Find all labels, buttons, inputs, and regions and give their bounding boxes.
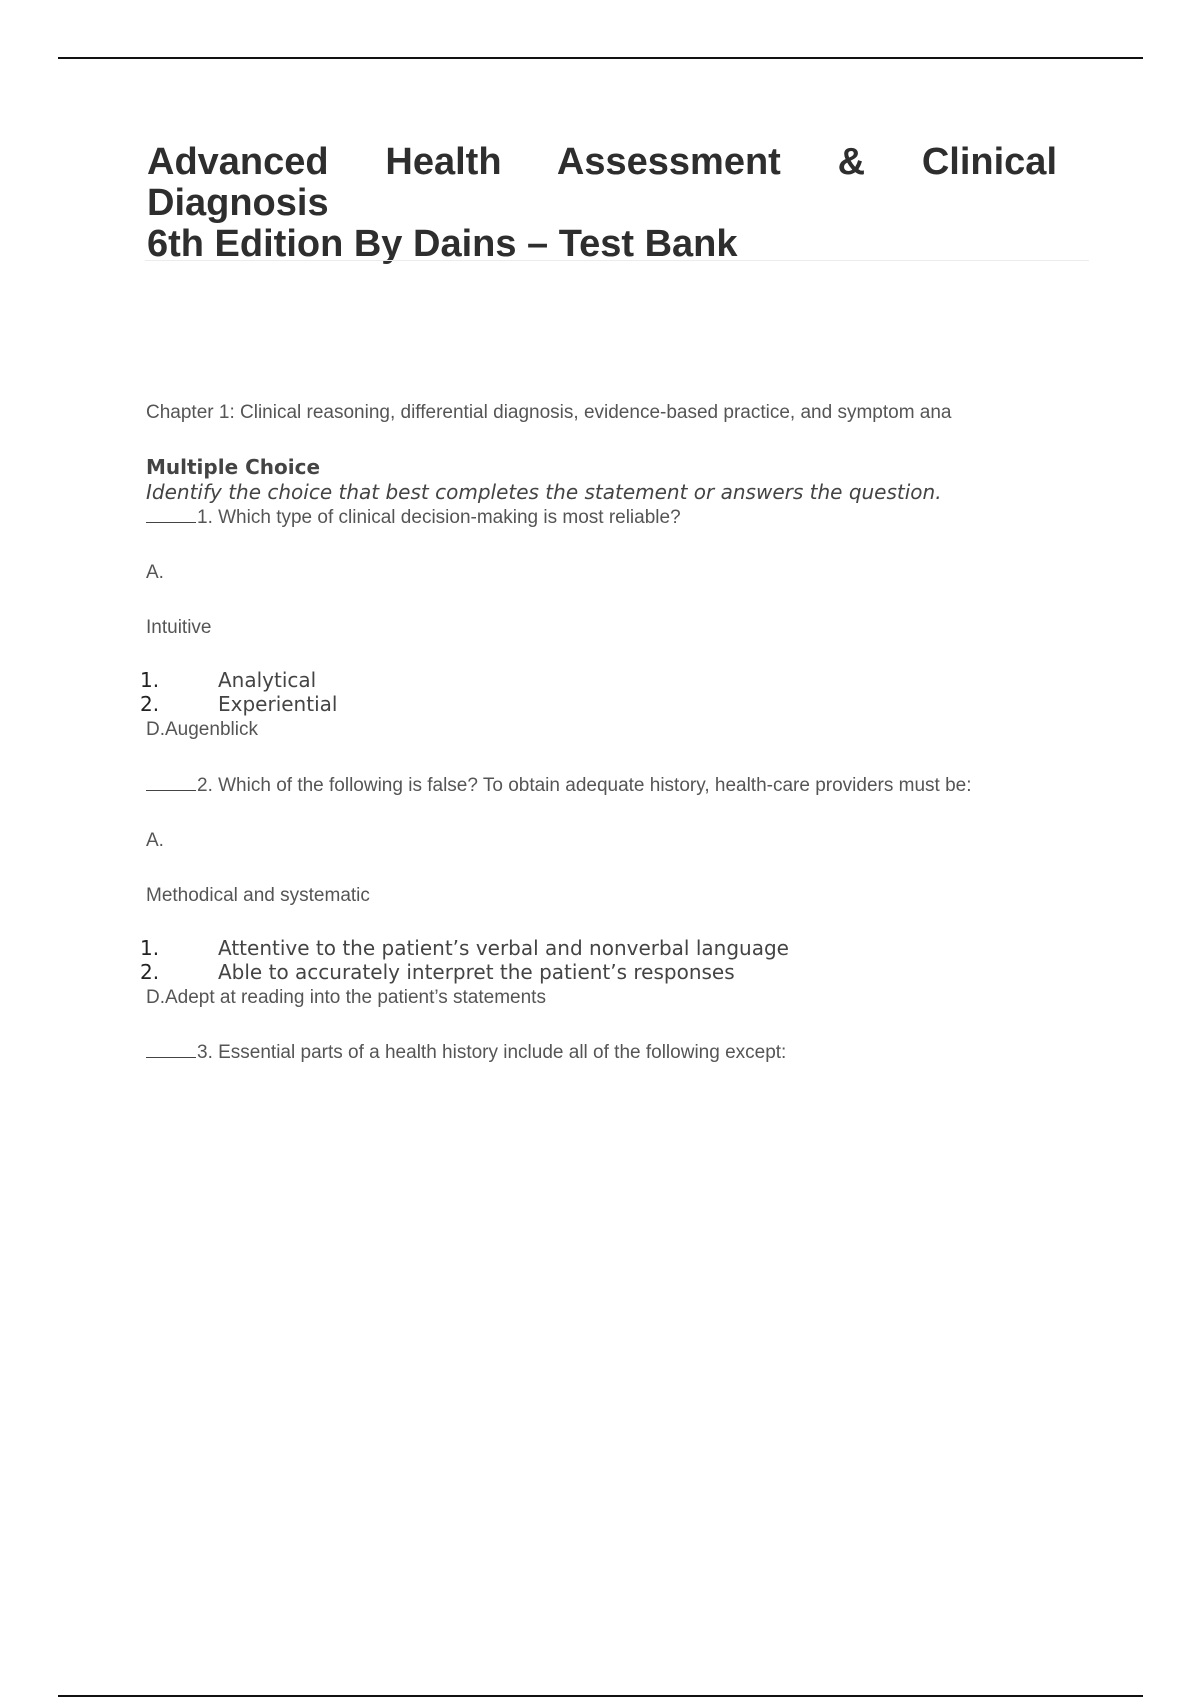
option-number: 2. <box>140 692 160 716</box>
answer-blank <box>146 506 196 523</box>
question-3 <box>146 1041 786 1064</box>
section-heading: Multiple Choice <box>146 455 321 479</box>
top-rule <box>58 57 1143 59</box>
option-d: D.Adept at reading into the patient’s statements <box>146 987 546 1008</box>
section-instructions: Identify the choice that best completes the statement or answers the question. <box>146 480 942 504</box>
option-text: Analytical <box>218 668 317 692</box>
option-number: 1. <box>140 668 160 692</box>
option-number: 1. <box>140 936 160 960</box>
title-line-2: 6th Edition By Dains – Test Bank <box>147 223 738 265</box>
document-title <box>147 142 1057 265</box>
option-a-label: A. <box>146 562 164 583</box>
title-separator <box>145 260 1089 261</box>
title-line-1: Advanced Health Assessment & Clinical Diagnosis <box>147 141 1057 224</box>
numbered-option <box>140 668 316 692</box>
numbered-option <box>140 936 789 960</box>
option-text: Able to accurately interpret the patient’s responses <box>218 960 735 984</box>
answer-blank <box>146 774 196 791</box>
question-prompt: 2. Which of the following is false? To obtain adequate history, health-care providers must be: <box>197 775 972 796</box>
question-2 <box>146 774 972 797</box>
option-a-label: A. <box>146 830 164 851</box>
question-1 <box>146 506 681 529</box>
question-prompt: 1. Which type of clinical decision-making is most reliable? <box>197 507 681 528</box>
chapter-heading: Chapter 1: Clinical reasoning, differential diagnosis, evidence-based practice, and symptom ana <box>146 402 952 423</box>
option-a: Methodical and systematic <box>146 885 370 906</box>
bottom-rule <box>58 1695 1143 1697</box>
numbered-option <box>140 692 337 716</box>
option-number: 2. <box>140 960 160 984</box>
numbered-option <box>140 960 735 984</box>
option-a: Intuitive <box>146 617 212 638</box>
option-d: D.Augenblick <box>146 719 258 740</box>
question-prompt: 3. Essential parts of a health history include all of the following except: <box>197 1042 787 1063</box>
option-text: Attentive to the patient’s verbal and nonverbal language <box>218 936 789 960</box>
option-text: Experiential <box>218 692 338 716</box>
answer-blank <box>146 1041 196 1058</box>
